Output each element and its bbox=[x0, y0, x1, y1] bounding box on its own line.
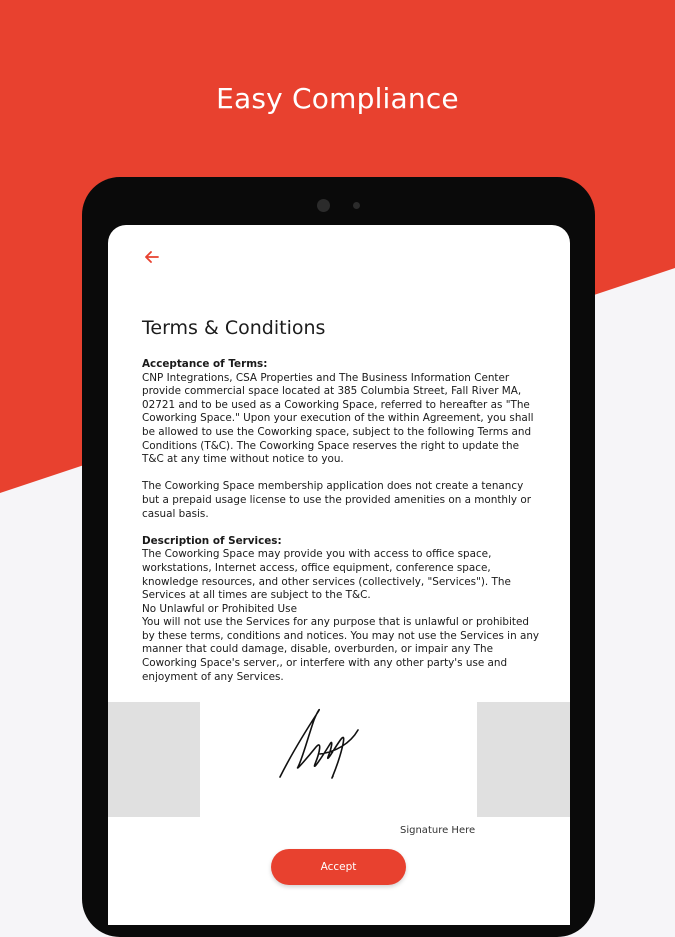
sensor-dot bbox=[353, 202, 360, 209]
terms-paragraph: You will not use the Services for any purpose that is unlawful or prohibited by these terms, conditions and notices. You may not use the Services in any manner that could damage, disable, overburden, or impair any The Coworking Space's server,, or interfere with any other party's use and enjoyment of any Services. bbox=[142, 616, 540, 683]
camera-icon bbox=[317, 199, 330, 212]
terms-paragraph: No Unlawful or Prohibited Use bbox=[142, 602, 297, 615]
terms-paragraph: CNP Integrations, CSA Properties and The Business Information Center provide commercial space located at 385 Columbia Street, Fall River MA, 02721 and to be used as a Coworking Space, referred to hereafter as "The Coworking Space." Upon your execution of the within Agreement, you shall be allowed to use the Coworking space, subject to the following Terms and Conditions (T&C). The Coworking Space reserves the right to update the T&C at any time without notice to you. bbox=[142, 371, 534, 466]
accept-button[interactable]: Accept bbox=[271, 849, 406, 885]
headline: Easy Compliance bbox=[216, 82, 459, 115]
signature-stroke bbox=[200, 702, 477, 817]
app-screen bbox=[108, 225, 570, 925]
section-heading: Acceptance of Terms: bbox=[142, 358, 268, 370]
terms-text bbox=[142, 358, 542, 684]
arrow-left-icon[interactable] bbox=[142, 249, 162, 265]
page-title: Terms & Conditions bbox=[142, 317, 326, 339]
signature-pad-margin-right bbox=[477, 702, 570, 817]
section-heading: Description of Services: bbox=[142, 534, 282, 547]
signature-label: Signature Here bbox=[400, 825, 476, 836]
terms-paragraph: The Coworking Space may provide you with access to office space, workstations, Internet access, office equipment, conference space, knowledge resources, and other services (collectively, "Services"). The Services at all times are subject to the T&C. bbox=[142, 548, 511, 602]
signature-pad-margin-left bbox=[108, 702, 200, 817]
signature-pad[interactable] bbox=[200, 702, 477, 817]
terms-paragraph: The Coworking Space membership application does not create a tenancy but a prepaid usage license to use the provided amenities on a monthly or casual basis. bbox=[142, 480, 531, 520]
